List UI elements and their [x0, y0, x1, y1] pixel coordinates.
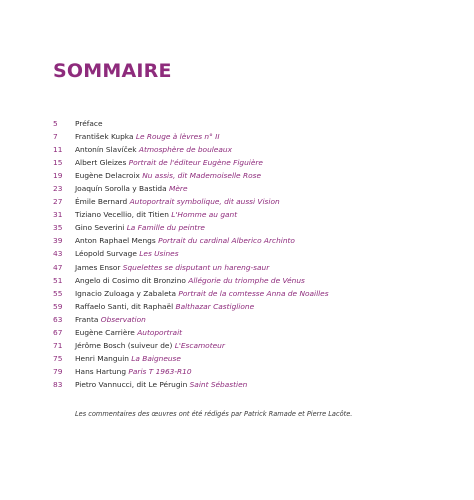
- artwork-title: Les Usines: [139, 249, 179, 259]
- page-number: 79: [53, 366, 63, 376]
- artwork-title: Portrait de la comtesse Anna de Noailles: [178, 288, 329, 298]
- artist-name: Léopold Survage: [75, 249, 137, 259]
- artist-name: Angelo di Cosimo dit Bronzino: [75, 275, 186, 285]
- artist-name: Gino Severini: [75, 223, 125, 233]
- toc-entry[interactable]: [53, 326, 453, 339]
- toc-entry[interactable]: [53, 143, 453, 156]
- artist-name: Henri Manguin: [75, 353, 129, 363]
- artwork-title: Squelettes se disputant un hareng-saur: [122, 262, 270, 272]
- artwork-title: L'Escamoteur: [174, 340, 225, 350]
- page-number: 63: [53, 314, 63, 324]
- toc-entry[interactable]: [53, 300, 453, 313]
- artist-name: James Ensor: [75, 262, 121, 272]
- artwork-title: Portrait de l'éditeur Eugène Figuière: [128, 158, 263, 168]
- page-number: 35: [53, 223, 63, 233]
- artist-name: Hans Hartung: [75, 366, 127, 376]
- artist-name: Eugène Carrière: [75, 327, 135, 337]
- toc-entry[interactable]: [53, 195, 453, 208]
- page-number: 55: [53, 288, 63, 298]
- artwork-title: Autoportrait: [137, 327, 183, 337]
- artist-name: Eugène Delacroix: [75, 171, 140, 181]
- toc-entry[interactable]: [53, 117, 453, 130]
- page-number: 19: [53, 171, 63, 181]
- artwork-title: Allégorie du triomphe de Vénus: [188, 275, 305, 285]
- artist-name: František Kupka: [75, 132, 134, 142]
- artist-name: Antonín Slavíček: [75, 145, 137, 155]
- page-title: SOMMAIRE: [53, 60, 172, 82]
- artist-name: Ignacio Zuloaga y Zabaleta: [75, 288, 177, 298]
- page-number: 67: [53, 327, 63, 337]
- page-number: 23: [53, 184, 63, 194]
- artist-name: Raffaelo Santi, dit Raphaël: [75, 301, 174, 311]
- artwork-title: La Famille du peintre: [126, 223, 205, 233]
- artwork-title: Le Rouge à lèvres n° II: [135, 132, 220, 142]
- artist-name: Franta: [75, 314, 99, 324]
- artist-name: Joaquín Sorolla y Bastida: [75, 184, 167, 194]
- toc-entry[interactable]: [53, 274, 453, 287]
- toc-entry[interactable]: [53, 261, 453, 274]
- artist-name: Jérôme Bosch (suiveur de): [75, 340, 173, 350]
- page-number: 31: [53, 210, 63, 220]
- page-number: 59: [53, 301, 63, 311]
- toc-entry[interactable]: [53, 130, 453, 143]
- artist-name: Préface: [75, 119, 103, 128]
- page-number: 43: [53, 249, 63, 259]
- artwork-title: Saint Sébastien: [189, 379, 248, 389]
- artwork-title: Nu assis, dit Mademoiselle Rose: [142, 171, 262, 181]
- artwork-title: L'Homme au gant: [171, 210, 238, 220]
- artwork-title: Paris T 1963-R10: [128, 366, 192, 376]
- toc-entry[interactable]: [53, 234, 453, 247]
- artwork-title: Atmosphère de bouleaux: [138, 145, 232, 155]
- page-number: 47: [53, 262, 63, 272]
- toc-entry[interactable]: [53, 339, 453, 352]
- toc-entry[interactable]: [53, 182, 453, 195]
- page-number: 5: [53, 119, 58, 128]
- artwork-title: Mère: [169, 184, 188, 194]
- artwork-title: La Baigneuse: [131, 353, 181, 363]
- toc-entry[interactable]: [53, 247, 453, 260]
- toc-entry[interactable]: [53, 313, 453, 326]
- artist-name: Émile Bernard: [75, 197, 128, 207]
- toc-entry[interactable]: [53, 352, 453, 365]
- artwork-title: Portrait du cardinal Alberico Archinto: [158, 236, 295, 246]
- page-number: 71: [53, 340, 63, 350]
- toc-entry[interactable]: [53, 221, 453, 234]
- page-number: 27: [53, 197, 63, 207]
- toc-entry[interactable]: [53, 156, 453, 169]
- artwork-title: Autoportrait symbolique, dit aussi Vision: [129, 197, 280, 207]
- toc-entry[interactable]: [53, 378, 453, 391]
- page-number: 75: [53, 353, 63, 363]
- toc-entry[interactable]: [53, 169, 453, 182]
- artist-name: Albert Gleizes: [75, 158, 127, 168]
- artwork-title: Observation: [100, 314, 146, 324]
- artist-name: Tiziano Vecellio, dit Titien: [75, 210, 169, 220]
- page-number: 11: [53, 145, 63, 155]
- toc-entry[interactable]: [53, 287, 453, 300]
- toc-entry[interactable]: [53, 365, 453, 378]
- credits-note: Les commentaires des œuvres ont été rédigés par Patrick Ramade et Pierre Lacôte.: [75, 410, 353, 418]
- page-number: 7: [53, 132, 58, 142]
- artwork-title: Balthazar Castiglione: [175, 301, 255, 311]
- artist-name: Pietro Vannucci, dit Le Pérugin: [75, 379, 188, 389]
- page-number: 83: [53, 379, 63, 389]
- page-number: 15: [53, 158, 63, 168]
- page-number: 39: [53, 236, 63, 246]
- toc-entry[interactable]: [53, 208, 453, 221]
- page-number: 51: [53, 275, 63, 285]
- artist-name: Anton Raphael Mengs: [75, 236, 156, 246]
- table-of-contents: [53, 117, 453, 391]
